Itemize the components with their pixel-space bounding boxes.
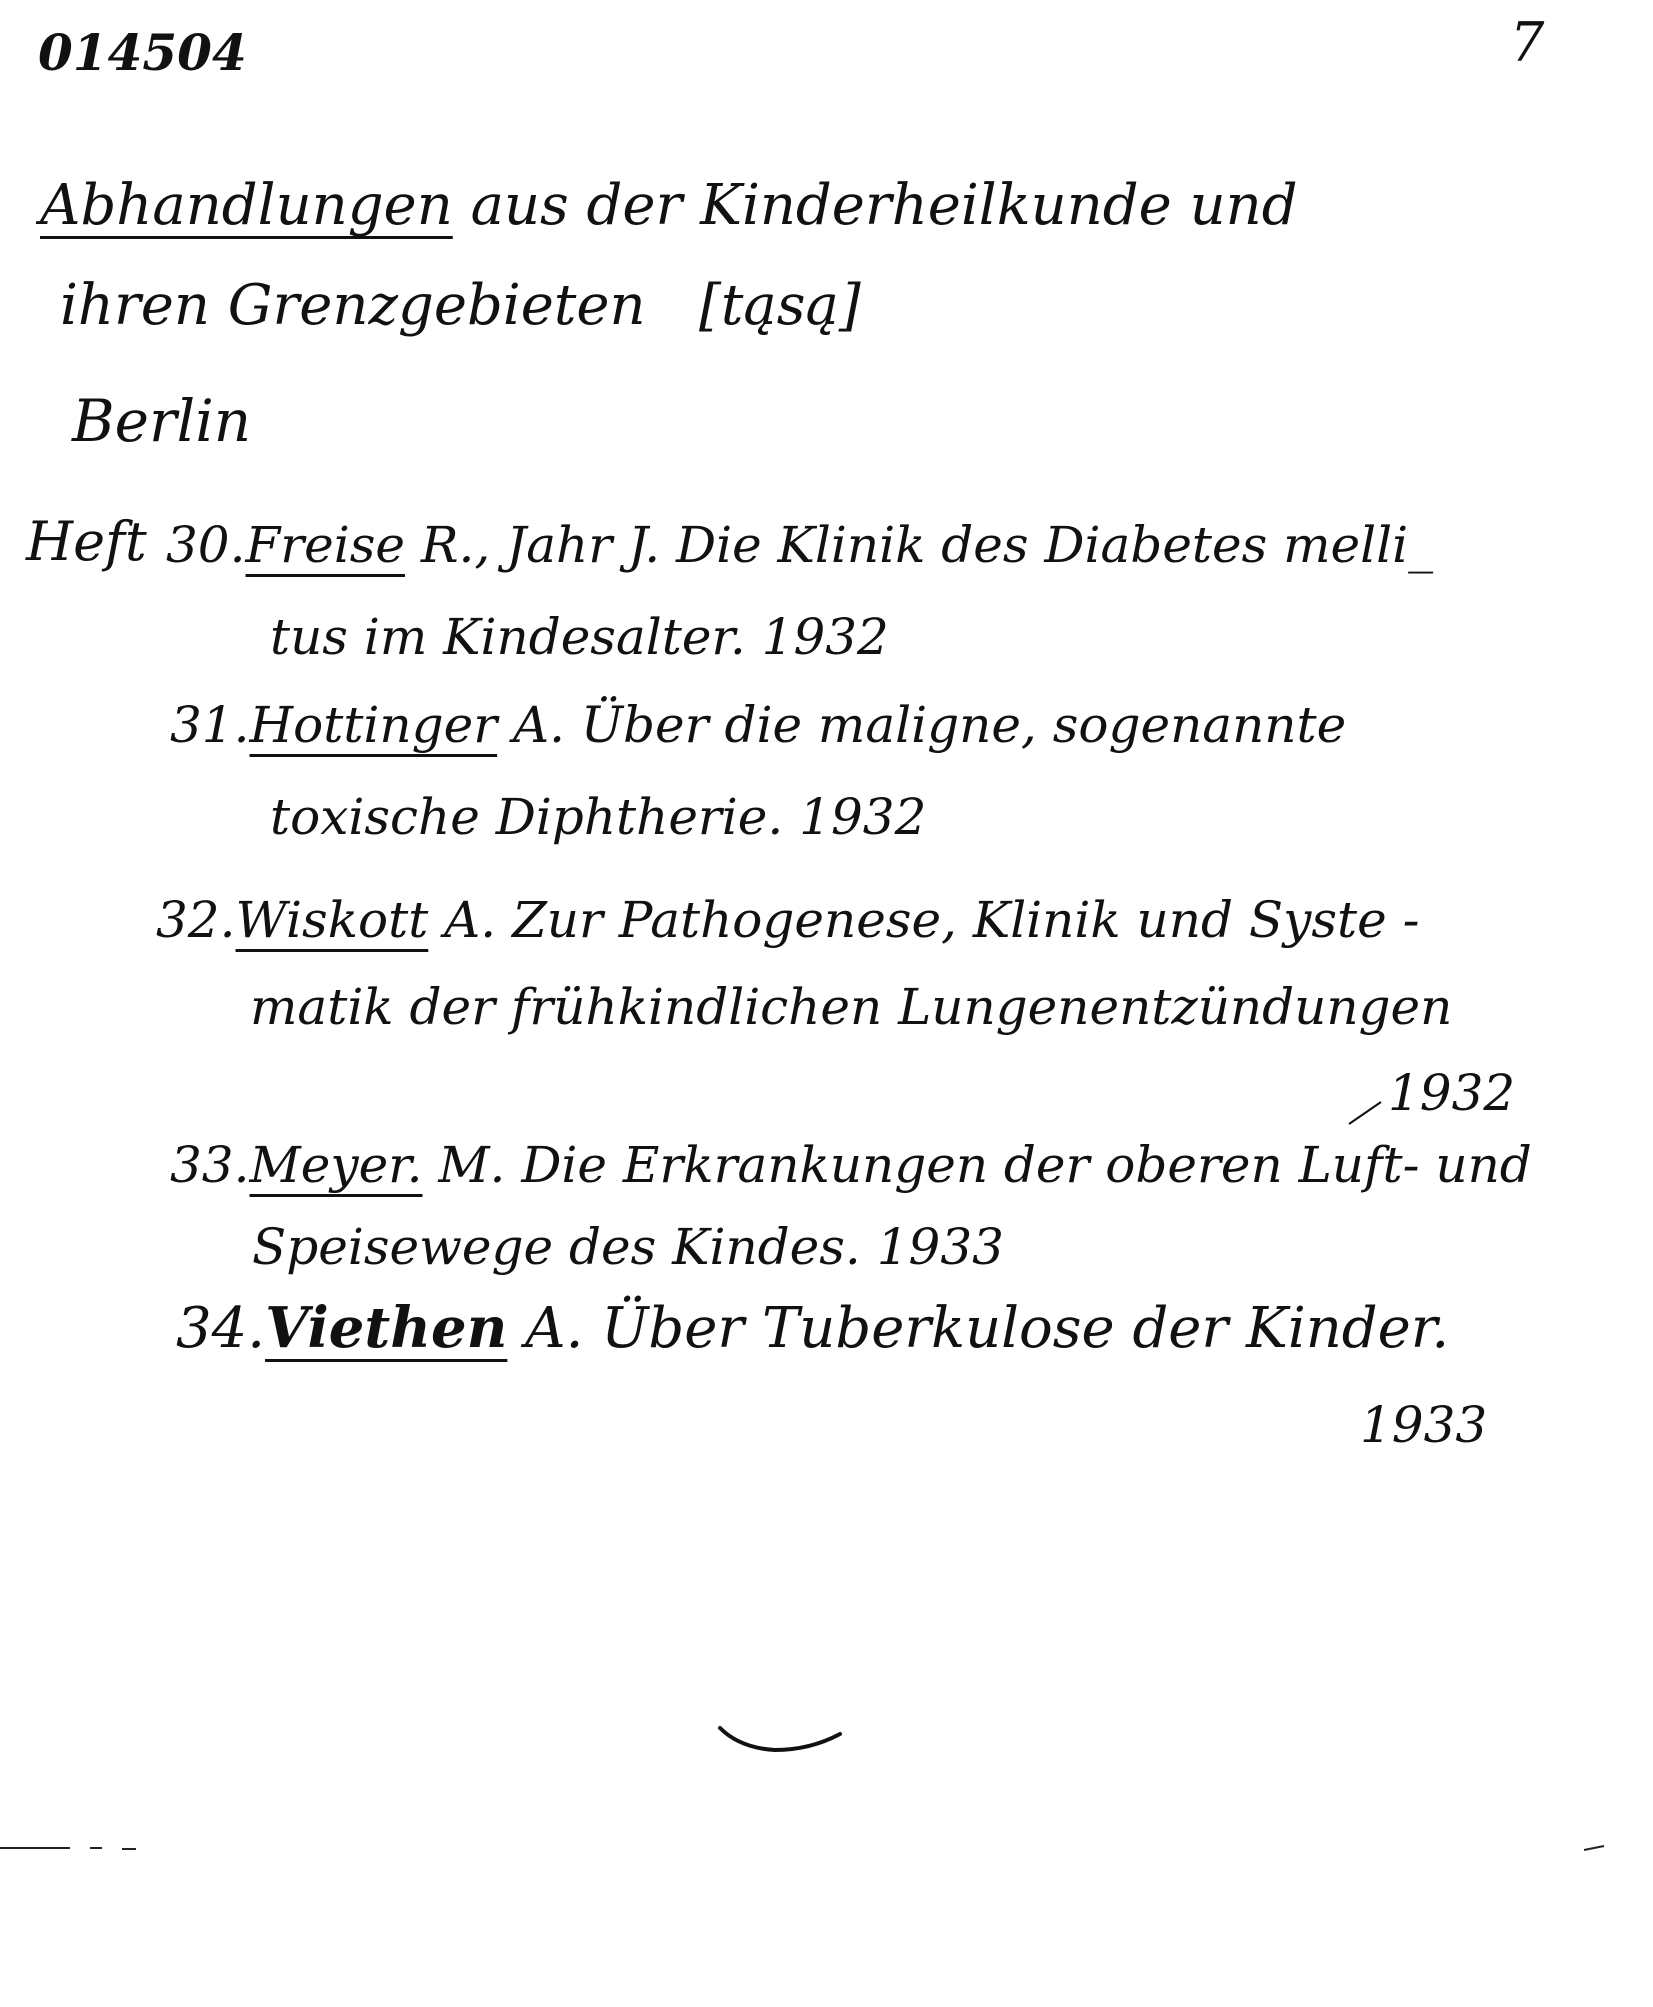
entry-title: A. Zur Pathogenese, Klinik und Syste - bbox=[428, 891, 1420, 949]
entry-author: Meyer. bbox=[249, 1136, 423, 1194]
entry-number: 31. bbox=[170, 696, 250, 754]
entry-number: 30. bbox=[166, 516, 246, 574]
bottom-edge-dashes bbox=[0, 1840, 150, 1856]
series-title-line-1 bbox=[40, 173, 1298, 238]
publication-place: Berlin bbox=[72, 387, 252, 455]
series-title-rest: aus der Kinderheilkunde und bbox=[452, 173, 1298, 238]
entry-34-line-1 bbox=[176, 1295, 1450, 1361]
entry-30-line-1 bbox=[166, 516, 1434, 574]
entry-32-year: 1932 bbox=[1388, 1064, 1516, 1122]
entry-title: A. Über die maligne, sogenannte bbox=[497, 696, 1347, 754]
right-edge-mark bbox=[1580, 1840, 1610, 1856]
entry-title: M. Die Erkrankungen der oberen Luft- und bbox=[422, 1136, 1532, 1194]
entry-author: Freise bbox=[245, 516, 405, 574]
end-flourish-mark bbox=[715, 1720, 845, 1770]
entry-author: Wiskott bbox=[235, 891, 429, 949]
tick-mark bbox=[1345, 1098, 1385, 1128]
entry-32-line-2: matik der frühkindlichen Lungenentzündungen bbox=[250, 978, 1453, 1036]
entry-31-line-1 bbox=[170, 696, 1347, 754]
entry-author: Hottinger bbox=[249, 696, 498, 754]
entry-34-year: 1933 bbox=[1360, 1396, 1488, 1454]
entry-number: 34. bbox=[176, 1296, 266, 1361]
entry-title: A. Über Tuberkulose der Kinder. bbox=[507, 1296, 1450, 1361]
entry-30-line-2: tus im Kindesalter. 1932 bbox=[270, 608, 889, 666]
entry-31-line-2: toxische Diphtherie. 1932 bbox=[270, 788, 927, 846]
page-number: 7 bbox=[1510, 11, 1545, 74]
entry-32-line-1 bbox=[156, 891, 1420, 949]
series-title-underlined: Abhandlungen bbox=[40, 173, 453, 238]
heft-label: Heft bbox=[26, 510, 147, 573]
entry-title: R., Jahr J. Die Klinik des Diabetes melli_ bbox=[404, 516, 1434, 574]
entry-33-line-1 bbox=[170, 1136, 1532, 1194]
series-title-continuation: ihren Grenzgebieten bbox=[60, 273, 646, 338]
series-title-line-2 bbox=[60, 273, 861, 338]
entry-number: 32. bbox=[156, 891, 236, 949]
bracket-note: [tąsą] bbox=[698, 273, 861, 338]
entry-33-line-2: Speisewege des Kindes. 1933 bbox=[252, 1218, 1004, 1276]
catalog-id: 014504 bbox=[38, 23, 247, 82]
entry-number: 33. bbox=[170, 1136, 250, 1194]
entry-author: Viethen bbox=[265, 1295, 508, 1361]
